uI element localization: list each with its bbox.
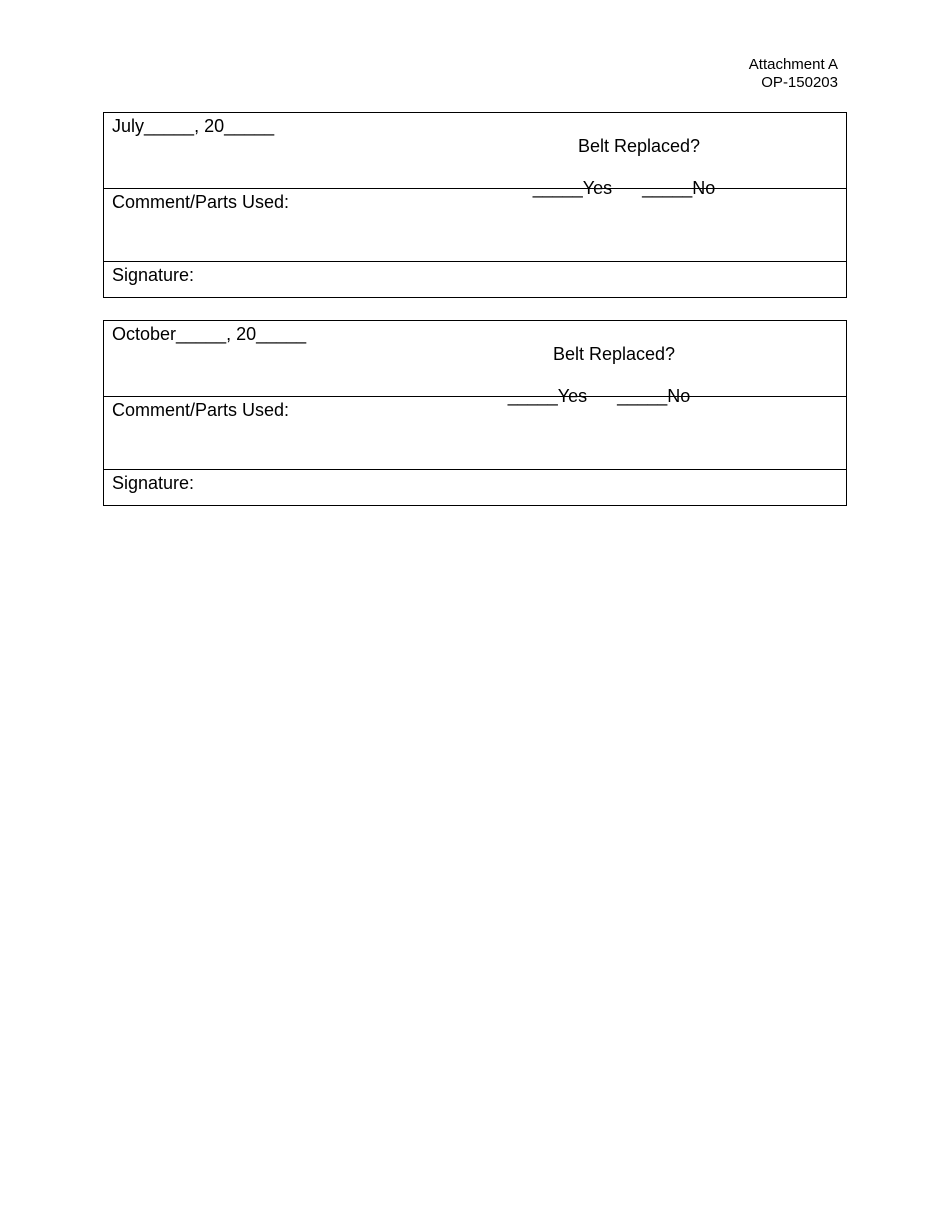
comment-row[interactable]: [104, 189, 846, 262]
signature-row[interactable]: [104, 262, 846, 297]
signature-label: Signature:: [112, 265, 195, 285]
signature-label: Signature:: [112, 473, 195, 493]
no-option[interactable]: _____No: [617, 386, 691, 406]
comment-label: Comment/Parts Used:: [112, 192, 290, 212]
comment-label: Comment/Parts Used:: [112, 400, 290, 420]
belt-replaced-question: Belt Replaced?: [577, 136, 701, 156]
yes-option[interactable]: _____Yes: [507, 386, 588, 406]
belt-replaced-question: Belt Replaced?: [552, 344, 676, 364]
record-block-july: [103, 112, 847, 298]
date-row: [104, 113, 846, 198]
signature-row[interactable]: [104, 470, 846, 505]
yes-option[interactable]: _____Yes: [532, 178, 613, 198]
attachment-label: Attachment A: [748, 56, 838, 73]
date-field[interactable]: October_____, 20_____: [112, 324, 307, 344]
comment-row[interactable]: [104, 397, 846, 470]
document-reference: [749, 56, 838, 92]
date-row: [104, 321, 846, 406]
date-field[interactable]: July_____, 20_____: [112, 116, 275, 136]
document-number: OP-150203: [761, 74, 838, 91]
record-block-october: [103, 320, 847, 506]
no-option[interactable]: _____No: [642, 178, 716, 198]
